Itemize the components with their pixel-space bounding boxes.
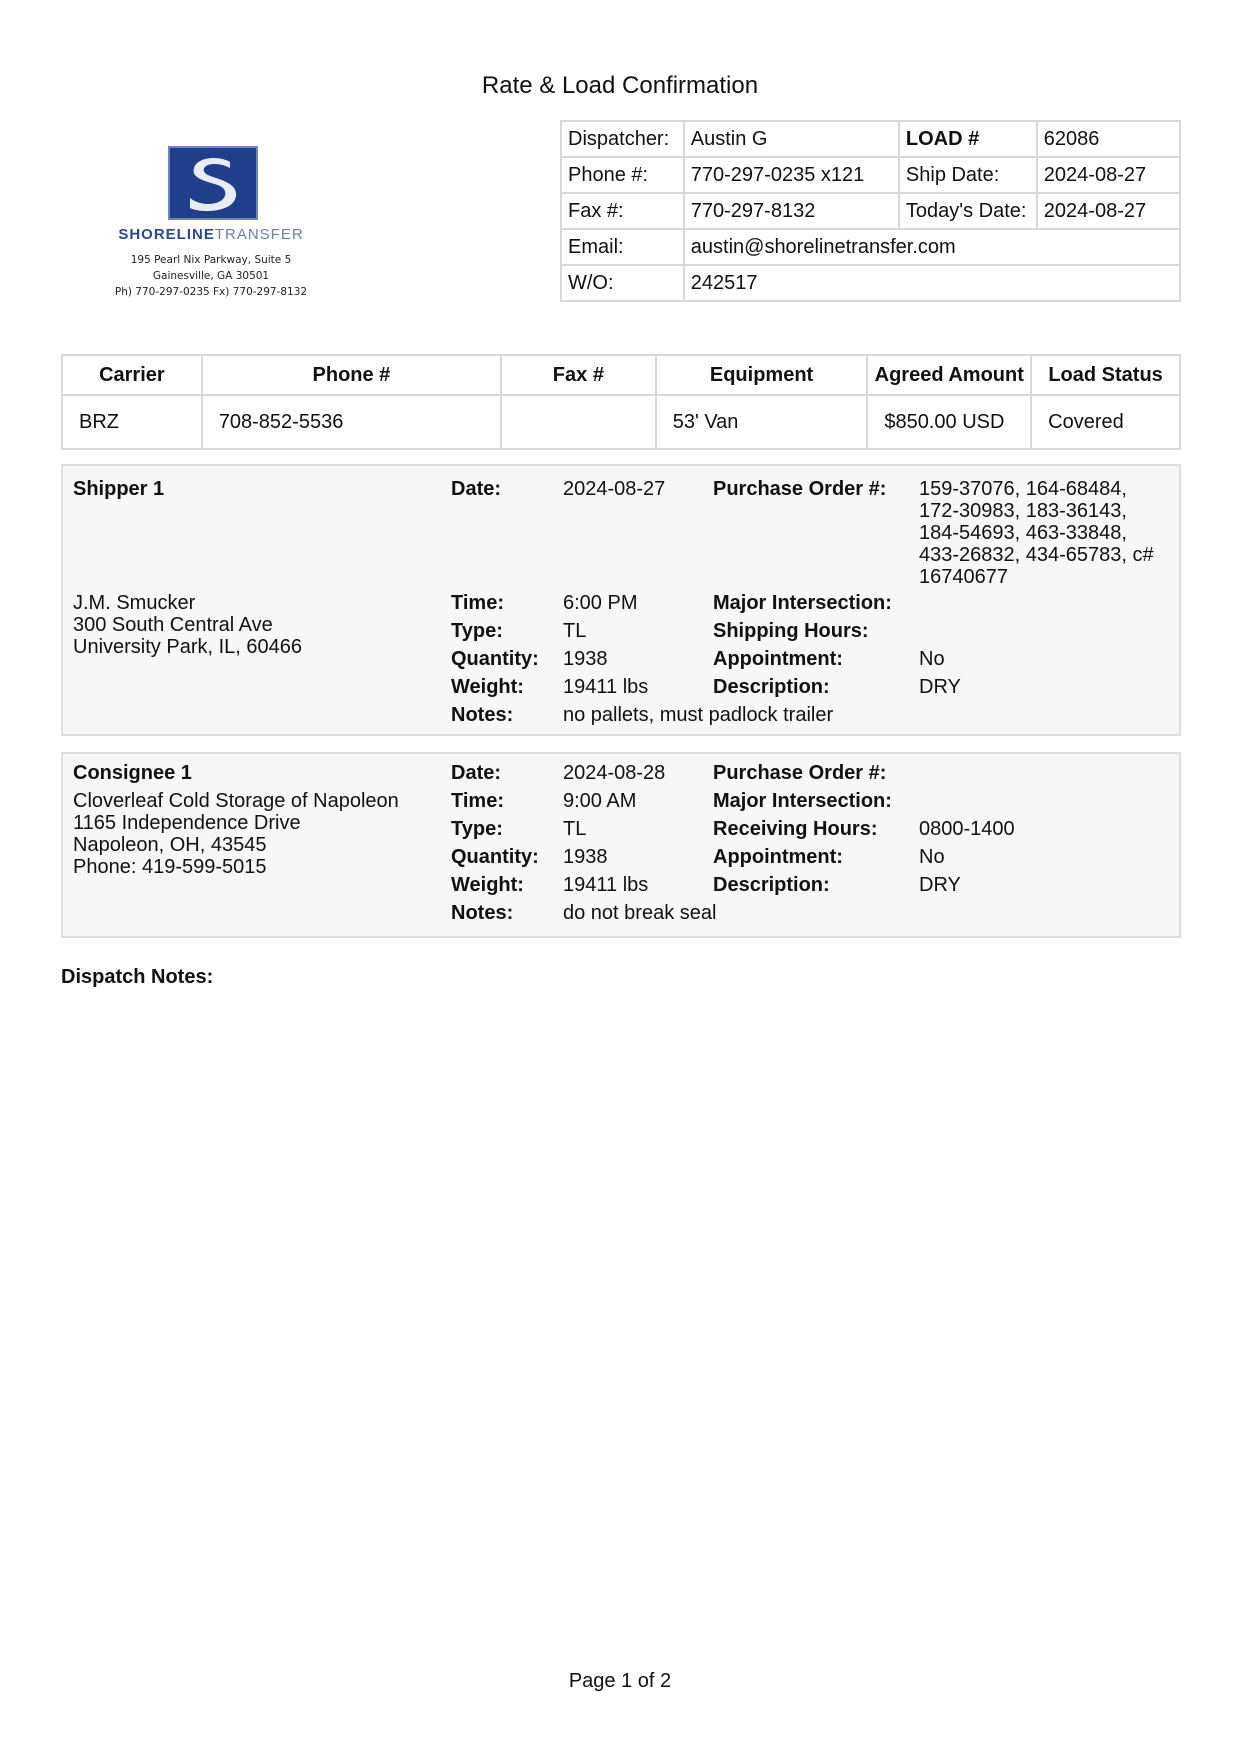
- shipper-notes-value: no pallets, must padlock trailer: [563, 704, 834, 726]
- carrier-phone: 708-852-5536: [202, 395, 501, 449]
- shipper-weight-value: 19411 lbs: [563, 676, 649, 698]
- wo-value: 242517: [684, 265, 1180, 301]
- fax-value: 770-297-8132: [684, 193, 899, 229]
- consignee-date-label: Date:: [451, 762, 502, 784]
- consignee-time-label: Time:: [451, 790, 504, 812]
- equipment-header: Equipment: [656, 355, 868, 395]
- company-brand: SHORELINETRANSFER: [118, 226, 304, 243]
- carrier-equipment: 53' Van: [656, 395, 868, 449]
- shipper-address1: 300 South Central Ave: [73, 614, 273, 636]
- company-phone-fax: Ph) 770-297-0235 Fx) 770-297-8132: [114, 286, 308, 298]
- consignee-po-label: Purchase Order #:: [713, 762, 887, 784]
- shipper-time-label: Time:: [451, 592, 504, 614]
- shipper-appointment-label: Appointment:: [713, 648, 843, 670]
- shipper-type-label: Type:: [451, 620, 503, 642]
- consignee-major-intersection-label: Major Intersection:: [713, 790, 892, 812]
- carrier-load-status: Covered: [1031, 395, 1180, 449]
- consignee-date-value: 2024-08-28: [563, 762, 666, 784]
- phone-label: Phone #:: [561, 157, 684, 193]
- consignee-section: [61, 752, 1181, 938]
- consignee-description-value: DRY: [919, 874, 961, 896]
- todays-date-value: 2024-08-27: [1037, 193, 1180, 229]
- dispatch-info-table: [560, 120, 1181, 302]
- page-number: Page 1 of 2: [568, 1670, 672, 1692]
- shipper-heading: Shipper 1: [73, 478, 165, 500]
- shipper-type-value: TL: [563, 620, 587, 642]
- ship-date-value: 2024-08-27: [1037, 157, 1180, 193]
- consignee-type-value: TL: [563, 818, 587, 840]
- consignee-name: Cloverleaf Cold Storage of Napoleon: [73, 790, 399, 812]
- consignee-description-label: Description:: [713, 874, 830, 896]
- shipper-hours-label: Shipping Hours:: [713, 620, 869, 642]
- shipper-quantity-value: 1938: [563, 648, 608, 670]
- email-label: Email:: [561, 229, 684, 265]
- fax-label: Fax #:: [561, 193, 684, 229]
- consignee-weight-value: 19411 lbs: [563, 874, 649, 896]
- consignee-time-value: 9:00 AM: [563, 790, 637, 812]
- consignee-quantity-label: Quantity:: [451, 846, 539, 868]
- shipper-description-label: Description:: [713, 676, 830, 698]
- consignee-type-label: Type:: [451, 818, 503, 840]
- dispatch-row-fax: [561, 193, 1180, 229]
- company-logo: [96, 142, 326, 302]
- company-address-line1: 195 Pearl Nix Parkway, Suite 5: [130, 254, 292, 266]
- carrier-agreed-amount: $850.00 USD: [867, 395, 1031, 449]
- load-number-value: 62086: [1037, 121, 1180, 157]
- company-address-line2: Gainesville, GA 30501: [152, 270, 270, 282]
- fax-header: Fax #: [501, 355, 656, 395]
- todays-date-label: Today's Date:: [899, 193, 1037, 229]
- carrier-data-row: [62, 395, 1180, 449]
- consignee-phone: Phone: 419-599-5015: [73, 856, 267, 878]
- dispatcher-label: Dispatcher:: [561, 121, 684, 157]
- shipper-quantity-label: Quantity:: [451, 648, 539, 670]
- dispatcher-value: Austin G: [684, 121, 899, 157]
- email-value[interactable]: austin@shorelinetransfer.com: [684, 229, 1180, 265]
- shipper-appointment-value: No: [919, 648, 945, 670]
- ship-date-label: Ship Date:: [899, 157, 1037, 193]
- consignee-hours-value: 0800-1400: [919, 818, 1015, 840]
- carrier-header-row: [62, 355, 1180, 395]
- shipper-section: [61, 464, 1181, 736]
- wo-label: W/O:: [561, 265, 684, 301]
- shipper-date-value: 2024-08-27: [563, 478, 666, 500]
- phone-value: 770-297-0235 x121: [684, 157, 899, 193]
- shipper-po-label: Purchase Order #:: [713, 478, 887, 500]
- consignee-notes-value: do not break seal: [563, 902, 717, 924]
- phone-header: Phone #: [202, 355, 501, 395]
- dispatch-notes-label: Dispatch Notes:: [61, 966, 214, 988]
- shipper-name: J.M. Smucker: [73, 592, 196, 614]
- shipper-description-value: DRY: [919, 676, 961, 698]
- dispatch-row-dispatcher: [561, 121, 1180, 157]
- agreed-amount-header: Agreed Amount: [867, 355, 1031, 395]
- load-status-header: Load Status: [1031, 355, 1180, 395]
- shipper-address2: University Park, IL, 60466: [73, 636, 302, 658]
- shipper-weight-label: Weight:: [451, 676, 524, 698]
- consignee-appointment-label: Appointment:: [713, 846, 843, 868]
- consignee-appointment-value: No: [919, 846, 945, 868]
- shoreline-logo-icon: [168, 146, 258, 220]
- shipper-major-intersection-label: Major Intersection:: [713, 592, 892, 614]
- carrier-name: BRZ: [62, 395, 202, 449]
- dispatch-row-phone: [561, 157, 1180, 193]
- consignee-weight-label: Weight:: [451, 874, 524, 896]
- consignee-address2: Napoleon, OH, 43545: [73, 834, 267, 856]
- shipper-po-value: 159-37076, 164-68484, 172-30983, 183-36143, 184-54693, 463-33848, 433-26832, 434-65783, c# 16740677: [919, 478, 1154, 588]
- consignee-quantity-value: 1938: [563, 846, 608, 868]
- dispatch-row-email: [561, 229, 1180, 265]
- shipper-notes-label: Notes:: [451, 704, 514, 726]
- carrier-header: Carrier: [62, 355, 202, 395]
- consignee-hours-label: Receiving Hours:: [713, 818, 878, 840]
- carrier-fax: [501, 395, 656, 449]
- shipper-time-value: 6:00 PM: [563, 592, 638, 614]
- dispatch-row-wo: [561, 265, 1180, 301]
- carrier-table: [61, 354, 1181, 450]
- load-number-label: LOAD #: [899, 121, 1037, 157]
- document-title: Rate & Load Confirmation: [481, 72, 759, 99]
- consignee-notes-label: Notes:: [451, 902, 514, 924]
- consignee-address1: 1165 Independence Drive: [73, 812, 301, 834]
- shipper-date-label: Date:: [451, 478, 502, 500]
- consignee-heading: Consignee 1: [73, 762, 192, 784]
